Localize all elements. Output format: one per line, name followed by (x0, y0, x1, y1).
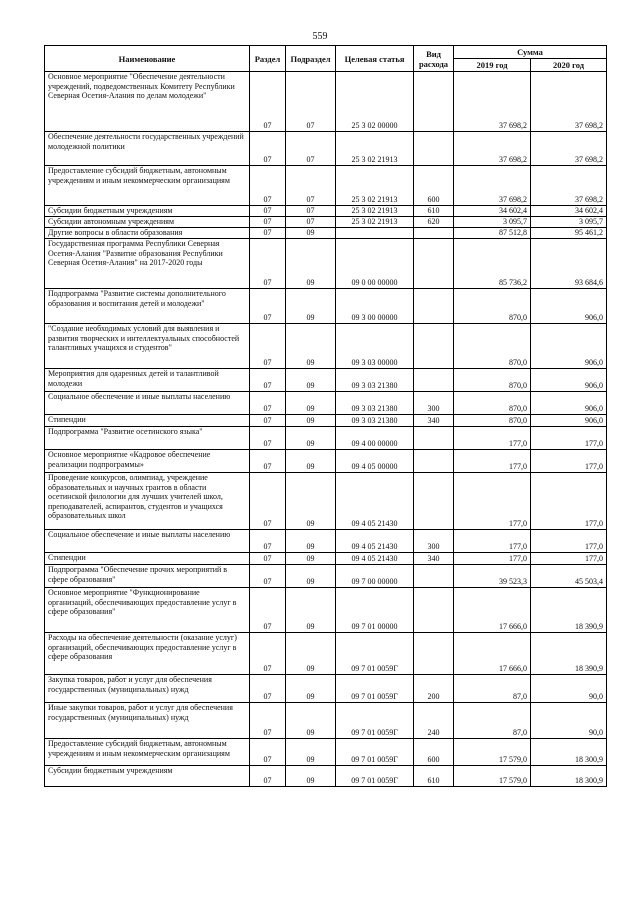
row-target: 09 0 00 00000 (336, 239, 414, 289)
row-name: Социальное обеспечение и иные выплаты населению (45, 530, 250, 553)
table-row (45, 675, 607, 703)
row-expense: 600 (414, 166, 454, 206)
row-name: Другие вопросы в области образования (45, 228, 250, 239)
row-subsection: 09 (286, 473, 336, 530)
row-sum-2020: 906,0 (531, 369, 607, 392)
row-sum-2019: 39 523,3 (454, 565, 531, 588)
table-row (45, 415, 607, 427)
row-target: 25 3 02 21913 (336, 132, 414, 166)
row-target: 09 3 03 21380 (336, 369, 414, 392)
row-sum-2020: 37 698,2 (531, 166, 607, 206)
row-expense (414, 239, 454, 289)
row-target: 09 4 05 21430 (336, 473, 414, 530)
page-number: 559 (312, 31, 328, 42)
row-expense (414, 588, 454, 633)
budget-table (44, 45, 607, 787)
row-sum-2019: 177,0 (454, 530, 531, 553)
row-section: 07 (250, 766, 286, 787)
row-name: Предоставление субсидий бюджетным, автономным учреждениям и иным некоммерческим организациям (45, 739, 250, 766)
row-expense: 200 (414, 675, 454, 703)
table-row (45, 427, 607, 450)
row-sum-2020: 906,0 (531, 289, 607, 324)
row-sum-2019: 34 602,4 (454, 206, 531, 217)
row-section: 07 (250, 553, 286, 565)
row-section: 07 (250, 324, 286, 369)
row-target: 09 3 00 00000 (336, 289, 414, 324)
row-section: 07 (250, 675, 286, 703)
row-expense: 240 (414, 703, 454, 739)
row-target: 09 3 03 21380 (336, 392, 414, 415)
row-section: 07 (250, 739, 286, 766)
row-sum-2019: 177,0 (454, 473, 531, 530)
row-sum-2020: 95 461,2 (531, 228, 607, 239)
row-target: 25 3 02 21913 (336, 206, 414, 217)
row-sum-2019: 37 698,2 (454, 132, 531, 166)
row-sum-2020: 90,0 (531, 703, 607, 739)
row-expense: 610 (414, 206, 454, 217)
row-name: Проведение конкурсов, олимпиад, учреждение образовательных и научных грантов в области осетинской филологии для лучших учителей школ, преподавателей, аспирантов, студентов и учащихся образовательных школ (45, 473, 250, 530)
row-subsection: 09 (286, 565, 336, 588)
row-name: Подпрограмма "Развитие осетинского языка" (45, 427, 250, 450)
row-sum-2019: 87,0 (454, 675, 531, 703)
table-row (45, 588, 607, 633)
row-sum-2020: 37 698,2 (531, 132, 607, 166)
row-sum-2019: 177,0 (454, 450, 531, 473)
row-sum-2019: 870,0 (454, 369, 531, 392)
row-subsection: 09 (286, 228, 336, 239)
row-expense: 620 (414, 217, 454, 228)
row-sum-2020: 18 300,9 (531, 766, 607, 787)
header-target: Целевая статья (336, 46, 414, 72)
row-sum-2020: 177,0 (531, 530, 607, 553)
row-expense: 610 (414, 766, 454, 787)
table-row (45, 217, 607, 228)
row-section: 07 (250, 530, 286, 553)
row-subsection: 07 (286, 132, 336, 166)
row-sum-2020: 906,0 (531, 415, 607, 427)
table-row (45, 228, 607, 239)
row-section: 07 (250, 72, 286, 132)
row-subsection: 09 (286, 369, 336, 392)
row-target: 09 4 05 21430 (336, 553, 414, 565)
row-expense: 300 (414, 392, 454, 415)
row-subsection: 07 (286, 217, 336, 228)
header-section: Раздел (250, 46, 286, 72)
row-subsection: 07 (286, 166, 336, 206)
row-sum-2019: 870,0 (454, 392, 531, 415)
row-sum-2019: 17 579,0 (454, 766, 531, 787)
row-expense (414, 72, 454, 132)
row-sum-2019: 3 095,7 (454, 217, 531, 228)
row-name: Обеспечение деятельности государственных учреждений молодежной политики (45, 132, 250, 166)
row-expense (414, 369, 454, 392)
table-body (45, 72, 607, 787)
row-name: Основное мероприятие «Кадровое обеспечение реализации подпрограммы» (45, 450, 250, 473)
row-section: 07 (250, 415, 286, 427)
row-name: Иные закупки товаров, работ и услуг для обеспечения государственных (муниципальных) нужд (45, 703, 250, 739)
row-sum-2019: 85 736,2 (454, 239, 531, 289)
row-sum-2020: 45 503,4 (531, 565, 607, 588)
row-expense (414, 427, 454, 450)
row-name: Мероприятия для одаренных детей и талантливой молодежи (45, 369, 250, 392)
header-year-2019: 2019 год (454, 59, 531, 72)
row-section: 07 (250, 239, 286, 289)
row-subsection: 09 (286, 289, 336, 324)
row-target: 09 7 01 0059Г (336, 739, 414, 766)
row-expense (414, 132, 454, 166)
row-subsection: 09 (286, 675, 336, 703)
row-name: Государственная программа Республики Северная Осетия-Алания "Развитие образования Республики Северная Осетия-Алания" на 2017-2020 годы (45, 239, 250, 289)
row-expense: 340 (414, 553, 454, 565)
row-sum-2020: 3 095,7 (531, 217, 607, 228)
row-section: 07 (250, 369, 286, 392)
row-target: 09 3 03 00000 (336, 324, 414, 369)
row-name: Социальное обеспечение и иные выплаты населению (45, 392, 250, 415)
row-name: Предоставление субсидий бюджетным, автономным учреждениям и иным некоммерческим организациям (45, 166, 250, 206)
table-row (45, 132, 607, 166)
row-section: 07 (250, 633, 286, 675)
row-expense (414, 450, 454, 473)
row-sum-2020: 18 390,9 (531, 633, 607, 675)
row-target: 09 4 00 00000 (336, 427, 414, 450)
row-name: Подпрограмма "Развитие системы дополнительного образования и воспитания детей и молодежи" (45, 289, 250, 324)
row-sum-2019: 17 666,0 (454, 633, 531, 675)
table-row (45, 289, 607, 324)
row-name: Расходы на обеспечение деятельности (оказание услуг) организаций, обеспечивающих предоставление услуг в сфере образования (45, 633, 250, 675)
row-sum-2019: 177,0 (454, 553, 531, 565)
header-year-2020: 2020 год (531, 59, 607, 72)
row-sum-2019: 37 698,2 (454, 166, 531, 206)
row-sum-2020: 34 602,4 (531, 206, 607, 217)
row-subsection: 09 (286, 415, 336, 427)
table-row (45, 369, 607, 392)
row-sum-2020: 18 300,9 (531, 739, 607, 766)
row-subsection: 09 (286, 392, 336, 415)
row-expense (414, 633, 454, 675)
row-sum-2020: 18 390,9 (531, 588, 607, 633)
row-sum-2019: 870,0 (454, 289, 531, 324)
row-section: 07 (250, 450, 286, 473)
row-section: 07 (250, 217, 286, 228)
row-section: 07 (250, 565, 286, 588)
header-expense: Вид расхода (414, 46, 454, 72)
table-row (45, 633, 607, 675)
row-sum-2020: 177,0 (531, 427, 607, 450)
row-section: 07 (250, 228, 286, 239)
row-target: 09 4 05 00000 (336, 450, 414, 473)
row-subsection: 09 (286, 739, 336, 766)
table-row (45, 565, 607, 588)
table-row (45, 473, 607, 530)
row-subsection: 09 (286, 703, 336, 739)
table-row (45, 324, 607, 369)
row-section: 07 (250, 166, 286, 206)
row-subsection: 09 (286, 239, 336, 289)
row-sum-2020: 177,0 (531, 473, 607, 530)
table-row (45, 766, 607, 787)
row-subsection: 07 (286, 206, 336, 217)
row-sum-2019: 87,0 (454, 703, 531, 739)
row-expense: 340 (414, 415, 454, 427)
row-target: 25 3 02 21913 (336, 217, 414, 228)
row-sum-2019: 17 579,0 (454, 739, 531, 766)
row-expense: 600 (414, 739, 454, 766)
table-row (45, 72, 607, 132)
row-target: 09 4 05 21430 (336, 530, 414, 553)
row-target: 09 7 01 0059Г (336, 703, 414, 739)
header-sum: Сумма (454, 46, 607, 59)
row-name: Субсидии бюджетным учреждениям (45, 766, 250, 787)
row-sum-2019: 177,0 (454, 427, 531, 450)
table-row (45, 703, 607, 739)
row-expense (414, 473, 454, 530)
row-section: 07 (250, 427, 286, 450)
row-sum-2020: 177,0 (531, 450, 607, 473)
row-expense (414, 228, 454, 239)
row-sum-2020: 93 684,6 (531, 239, 607, 289)
row-target: 09 7 01 00000 (336, 588, 414, 633)
table-row (45, 206, 607, 217)
row-expense (414, 324, 454, 369)
table-row (45, 392, 607, 415)
row-name: Стипендии (45, 553, 250, 565)
row-name: "Создание необходимых условий для выявления и развития творческих и интеллектуальных способностей талантливых учащихся и студентов" (45, 324, 250, 369)
row-target: 09 7 01 0059Г (336, 766, 414, 787)
row-sum-2019: 87 512,8 (454, 228, 531, 239)
row-sum-2019: 870,0 (454, 324, 531, 369)
table-row (45, 530, 607, 553)
row-section: 07 (250, 392, 286, 415)
row-sum-2020: 177,0 (531, 553, 607, 565)
row-sum-2020: 906,0 (531, 324, 607, 369)
header-name: Наименование (45, 46, 250, 72)
row-subsection: 09 (286, 766, 336, 787)
row-name: Закупка товаров, работ и услуг для обеспечения государственных (муниципальных) нужд (45, 675, 250, 703)
row-target (336, 228, 414, 239)
row-subsection: 09 (286, 324, 336, 369)
row-name: Стипендии (45, 415, 250, 427)
row-name: Субсидии бюджетным учреждениям (45, 206, 250, 217)
table-row (45, 553, 607, 565)
row-section: 07 (250, 206, 286, 217)
row-target: 09 7 01 0059Г (336, 675, 414, 703)
row-sum-2019: 17 666,0 (454, 588, 531, 633)
row-target: 09 7 01 0059Г (336, 633, 414, 675)
table-row (45, 739, 607, 766)
header-subsection: Подраздел (286, 46, 336, 72)
row-sum-2019: 870,0 (454, 415, 531, 427)
row-sum-2020: 37 698,2 (531, 72, 607, 132)
row-section: 07 (250, 703, 286, 739)
row-expense (414, 565, 454, 588)
row-name: Субсидии автономным учреждениям (45, 217, 250, 228)
table-row (45, 239, 607, 289)
row-target: 25 3 02 21913 (336, 166, 414, 206)
row-sum-2020: 906,0 (531, 392, 607, 415)
row-sum-2020: 90,0 (531, 675, 607, 703)
row-sum-2019: 37 698,2 (454, 72, 531, 132)
row-target: 09 7 00 00000 (336, 565, 414, 588)
row-section: 07 (250, 473, 286, 530)
row-subsection: 09 (286, 427, 336, 450)
row-target: 09 3 03 21380 (336, 415, 414, 427)
row-subsection: 09 (286, 450, 336, 473)
row-name: Основное мероприятие "Функционирование организаций, обеспечивающих предоставление услуг в сфере образования" (45, 588, 250, 633)
table-row (45, 166, 607, 206)
row-section: 07 (250, 588, 286, 633)
row-subsection: 09 (286, 633, 336, 675)
row-subsection: 09 (286, 530, 336, 553)
row-subsection: 09 (286, 553, 336, 565)
table-row (45, 450, 607, 473)
row-subsection: 09 (286, 588, 336, 633)
row-name: Основное мероприятие "Обеспечение деятельности учреждений, подведомственных Комитету Республики Северная Осетия-Алания по делам молодежи" (45, 72, 250, 132)
row-name: Подпрограмма "Обеспечение прочих мероприятий в сфере образования" (45, 565, 250, 588)
row-section: 07 (250, 132, 286, 166)
row-expense (414, 289, 454, 324)
row-section: 07 (250, 289, 286, 324)
row-expense: 300 (414, 530, 454, 553)
row-subsection: 07 (286, 72, 336, 132)
row-target: 25 3 02 00000 (336, 72, 414, 132)
